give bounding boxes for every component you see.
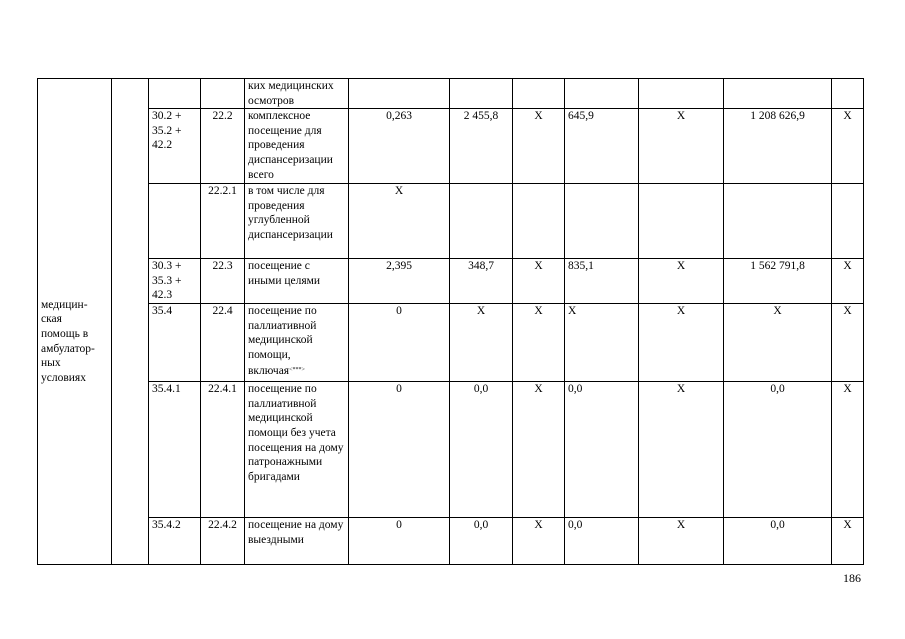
row-description: комплексное посещение для проведения диспансеризации всего: [245, 109, 349, 184]
section-label: медицин- ская помощь в амбулатор- ных условиях: [38, 79, 112, 565]
row-number: 22.3: [201, 259, 245, 304]
row-number: 22.4.2: [201, 518, 245, 565]
value-4: 835,1: [565, 259, 639, 304]
row-description: посещение по паллиативной медицинской помощи, включая<***>: [245, 304, 349, 382]
value-3: X: [513, 259, 565, 304]
value-3: X: [513, 518, 565, 565]
value-6: X: [724, 304, 832, 382]
value-5: X: [639, 304, 724, 382]
value-6: 1 208 626,9: [724, 109, 832, 184]
value-2: 348,7: [450, 259, 513, 304]
value-6: [724, 79, 832, 109]
value-2: 2 455,8: [450, 109, 513, 184]
value-1: 2,395: [349, 259, 450, 304]
value-2: [450, 184, 513, 259]
value-3: [513, 79, 565, 109]
value-7: X: [832, 259, 864, 304]
value-1: 0: [349, 382, 450, 518]
value-5: X: [639, 518, 724, 565]
value-1: 0: [349, 304, 450, 382]
value-5: X: [639, 109, 724, 184]
row-description: посещение с иными целями: [245, 259, 349, 304]
value-1: 0: [349, 518, 450, 565]
value-2: 0,0: [450, 518, 513, 565]
table-row: [38, 518, 864, 565]
table-row: [38, 259, 864, 304]
row-description: ких медицинских осмотров: [245, 79, 349, 109]
row-description: посещение по паллиативной медицинской помощи без учета посещения на дому патронажными бригадами: [245, 382, 349, 518]
value-5: X: [639, 259, 724, 304]
value-4: 0,0: [565, 382, 639, 518]
value-1: [349, 79, 450, 109]
value-4: 645,9: [565, 109, 639, 184]
value-2: 0,0: [450, 382, 513, 518]
table-row: [38, 109, 864, 184]
table-row: [38, 304, 864, 382]
row-code: 35.4.2: [149, 518, 201, 565]
value-7: X: [832, 304, 864, 382]
value-3: [513, 184, 565, 259]
value-3: X: [513, 382, 565, 518]
value-6: 1 562 791,8: [724, 259, 832, 304]
value-6: [724, 184, 832, 259]
value-1: 0,263: [349, 109, 450, 184]
data-table: [37, 78, 864, 565]
row-number: 22.2: [201, 109, 245, 184]
table-row: [38, 79, 864, 109]
row-code: 35.4.1: [149, 382, 201, 518]
footnote-marker: <***>: [289, 366, 305, 373]
value-4: 0,0: [565, 518, 639, 565]
value-2: X: [450, 304, 513, 382]
row-code: [149, 79, 201, 109]
value-1: X: [349, 184, 450, 259]
row-number: 22.4.1: [201, 382, 245, 518]
value-7: [832, 184, 864, 259]
value-7: X: [832, 109, 864, 184]
value-2: [450, 79, 513, 109]
row-number: 22.4: [201, 304, 245, 382]
value-5: [639, 184, 724, 259]
row-code: 35.4: [149, 304, 201, 382]
row-description: посещение на дому выездными: [245, 518, 349, 565]
value-5: [639, 79, 724, 109]
row-number: 22.2.1: [201, 184, 245, 259]
row-description: в том числе для проведения углубленной диспансеризации: [245, 184, 349, 259]
row-code: [149, 184, 201, 259]
value-4: [565, 79, 639, 109]
value-3: X: [513, 109, 565, 184]
row-code: 30.3 + 35.3 + 42.3: [149, 259, 201, 304]
empty-column: [112, 79, 149, 565]
value-3: X: [513, 304, 565, 382]
page-number: 186: [843, 571, 861, 585]
value-7: X: [832, 382, 864, 518]
table-row: [38, 184, 864, 259]
table-row: [38, 382, 864, 518]
row-code: 30.2 + 35.2 + 42.2: [149, 109, 201, 184]
value-7: X: [832, 518, 864, 565]
value-4: X: [565, 304, 639, 382]
value-4: [565, 184, 639, 259]
value-6: 0,0: [724, 518, 832, 565]
value-5: X: [639, 382, 724, 518]
value-7: [832, 79, 864, 109]
value-6: 0,0: [724, 382, 832, 518]
row-number: [201, 79, 245, 109]
